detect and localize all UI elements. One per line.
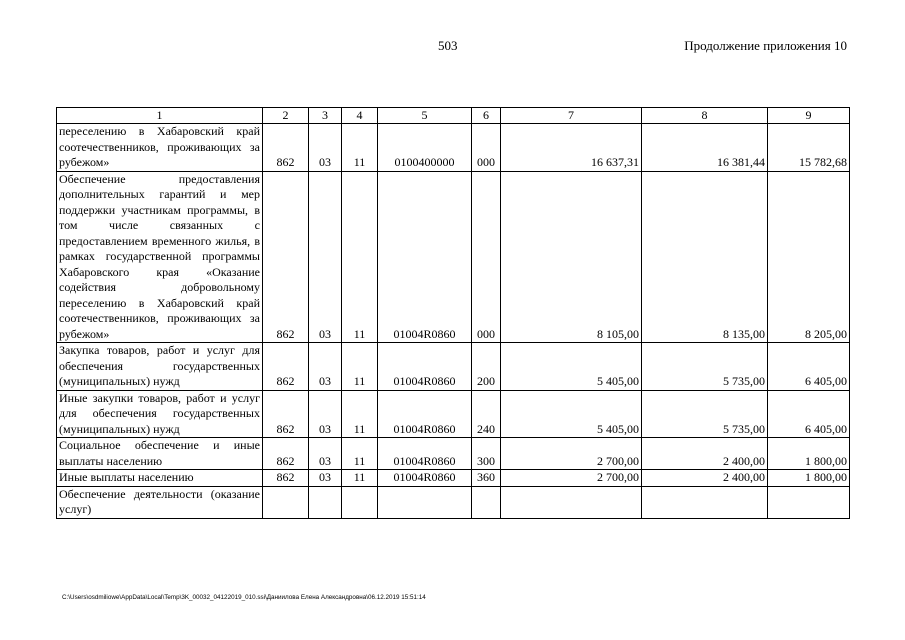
- row-description: переселению в Хабаровский край соотечественников, проживающих за рубежом»: [57, 124, 263, 172]
- column-header: 6: [472, 108, 501, 124]
- cell-amount-col7: 16 637,31: [501, 124, 642, 172]
- cell-ministry: 862: [263, 171, 309, 343]
- column-header: 8: [642, 108, 768, 124]
- table-row: [57, 343, 850, 391]
- column-header: 3: [309, 108, 342, 124]
- cell-subsection: 11: [342, 171, 378, 343]
- row-description: Иные выплаты населению: [57, 470, 263, 487]
- cell-amount-col8: 2 400,00: [642, 470, 768, 487]
- cell-amount-col9: 6 405,00: [768, 390, 850, 438]
- table-row: [57, 171, 850, 343]
- column-header: 1: [57, 108, 263, 124]
- cell-subsection: [342, 486, 378, 518]
- table-row: [57, 470, 850, 487]
- cell-expense-type: 360: [472, 470, 501, 487]
- cell-expense-type: 300: [472, 438, 501, 470]
- cell-expense-type: 240: [472, 390, 501, 438]
- cell-section: 03: [309, 171, 342, 343]
- cell-amount-col9: 8 205,00: [768, 171, 850, 343]
- column-header: 4: [342, 108, 378, 124]
- cell-amount-col9: 1 800,00: [768, 470, 850, 487]
- cell-amount-col9: 1 800,00: [768, 438, 850, 470]
- cell-ministry: 862: [263, 124, 309, 172]
- budget-table: [56, 107, 850, 519]
- cell-target-article: 01004R0860: [378, 171, 472, 343]
- table-row: [57, 486, 850, 518]
- cell-amount-col9: 15 782,68: [768, 124, 850, 172]
- cell-target-article: [378, 486, 472, 518]
- cell-amount-col7: 2 700,00: [501, 470, 642, 487]
- cell-amount-col8: [642, 486, 768, 518]
- row-description: Иные закупки товаров, работ и услуг для обеспечения государственных (муниципальных) нужд: [57, 390, 263, 438]
- cell-section: [309, 486, 342, 518]
- cell-amount-col8: 5 735,00: [642, 390, 768, 438]
- cell-subsection: 11: [342, 438, 378, 470]
- cell-section: 03: [309, 343, 342, 391]
- cell-section: 03: [309, 124, 342, 172]
- cell-target-article: 01004R0860: [378, 438, 472, 470]
- cell-amount-col8: 5 735,00: [642, 343, 768, 391]
- cell-amount-col8: 16 381,44: [642, 124, 768, 172]
- cell-amount-col9: [768, 486, 850, 518]
- cell-expense-type: 000: [472, 171, 501, 343]
- cell-target-article: 01004R0860: [378, 343, 472, 391]
- column-header: 7: [501, 108, 642, 124]
- table-row: [57, 124, 850, 172]
- row-description: Обеспечение деятельности (оказание услуг): [57, 486, 263, 518]
- cell-expense-type: [472, 486, 501, 518]
- footer-file-path: C:\Users\osdmiliowe\AppData\Local\Temp\3K_00032_04122019_010.ssi\Даниилова Елена Александровна\06.12.2019 15:51:14: [62, 594, 426, 601]
- cell-ministry: 862: [263, 390, 309, 438]
- column-header: 5: [378, 108, 472, 124]
- table-header-row: [57, 108, 850, 124]
- cell-ministry: 862: [263, 470, 309, 487]
- page-number: 503: [438, 38, 458, 53]
- cell-amount-col7: 8 105,00: [501, 171, 642, 343]
- row-description: Закупка товаров, работ и услуг для обеспечения государственных (муниципальных) нужд: [57, 343, 263, 391]
- cell-ministry: 862: [263, 343, 309, 391]
- cell-expense-type: 200: [472, 343, 501, 391]
- cell-section: 03: [309, 390, 342, 438]
- cell-subsection: 11: [342, 390, 378, 438]
- cell-amount-col8: 2 400,00: [642, 438, 768, 470]
- appendix-continuation-label: Продолжение приложения 10: [684, 38, 847, 53]
- cell-ministry: 862: [263, 438, 309, 470]
- cell-amount-col7: 5 405,00: [501, 343, 642, 391]
- column-header: 9: [768, 108, 850, 124]
- cell-amount-col9: 6 405,00: [768, 343, 850, 391]
- cell-amount-col7: 5 405,00: [501, 390, 642, 438]
- cell-subsection: 11: [342, 124, 378, 172]
- row-description: Обеспечение предоставления дополнительных гарантий и мер поддержки участникам программы, в том числе связанных с предоставлением временного жилья, в рамках государственной программы Хабаровского края «Оказание содействия добровольному переселению в Хабаровский край соотечественников, проживающих за рубежом»: [57, 171, 263, 343]
- cell-subsection: 11: [342, 343, 378, 391]
- cell-ministry: [263, 486, 309, 518]
- cell-expense-type: 000: [472, 124, 501, 172]
- table-row: [57, 438, 850, 470]
- table-row: [57, 390, 850, 438]
- cell-section: 03: [309, 438, 342, 470]
- column-header: 2: [263, 108, 309, 124]
- cell-target-article: 01004R0860: [378, 390, 472, 438]
- row-description: Социальное обеспечение и иные выплаты населению: [57, 438, 263, 470]
- cell-amount-col7: 2 700,00: [501, 438, 642, 470]
- cell-section: 03: [309, 470, 342, 487]
- cell-amount-col8: 8 135,00: [642, 171, 768, 343]
- cell-target-article: 01004R0860: [378, 470, 472, 487]
- cell-amount-col7: [501, 486, 642, 518]
- cell-target-article: 0100400000: [378, 124, 472, 172]
- cell-subsection: 11: [342, 470, 378, 487]
